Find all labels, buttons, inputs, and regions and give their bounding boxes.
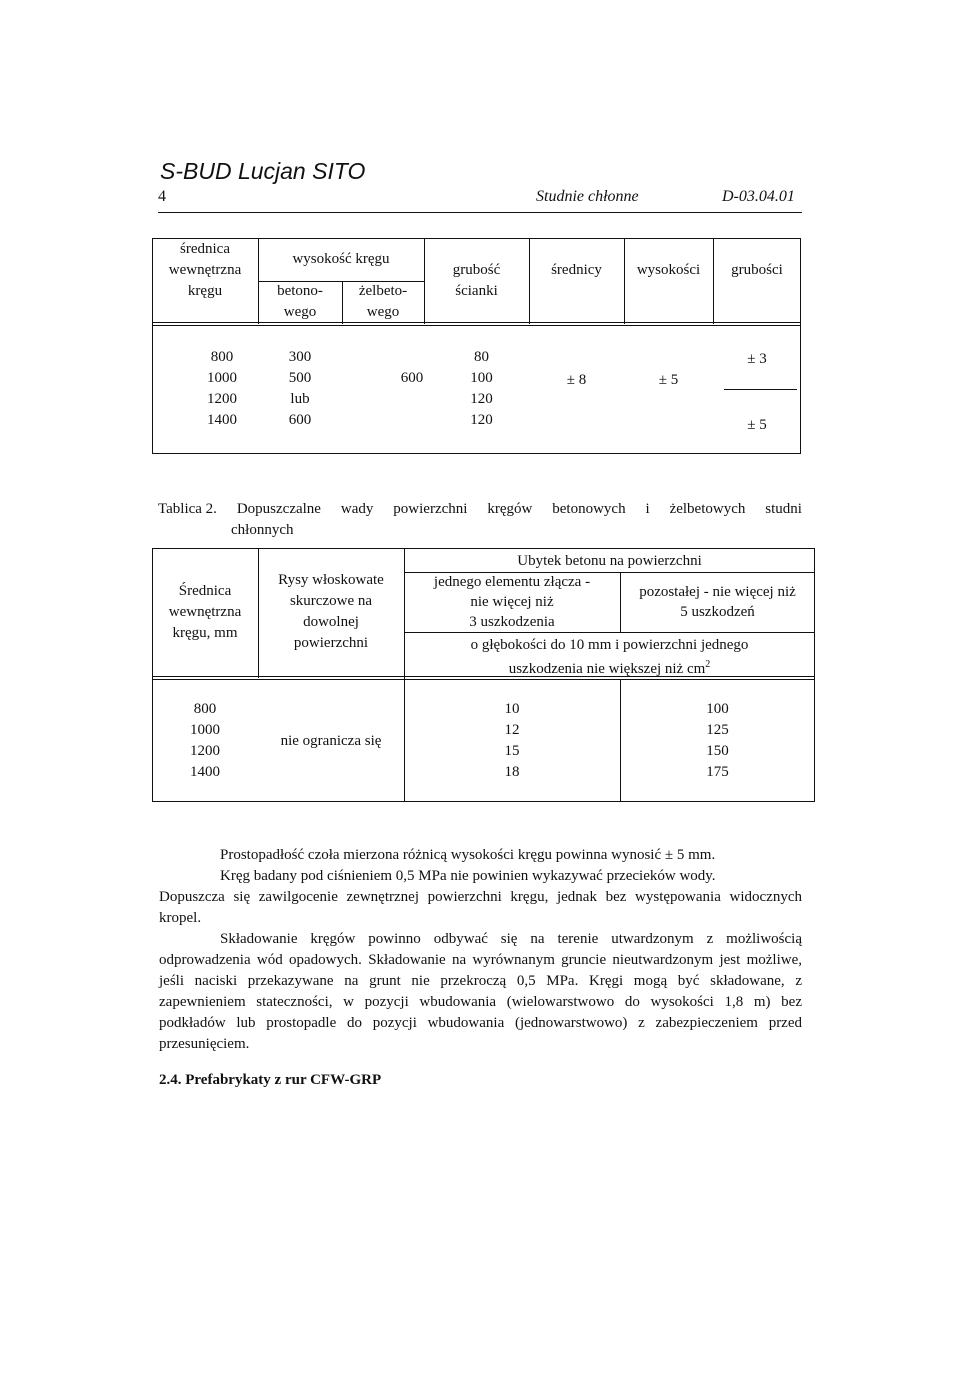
paragraph-perpendicularity: Prostopadłość czoła mierzona różnicą wysokości kręgu powinna wynosić ± 5 mm. (220, 847, 716, 863)
table2-caption: Tablica 2. Dopuszczalne wady powierzchni kręgów betonowych i żelbetowych studni chłonnych (158, 501, 802, 538)
t1-vline-5 (713, 238, 714, 324)
page-number: 4 (158, 188, 166, 205)
t1-height-concrete-values: 300 500 lub 600 (288, 349, 312, 428)
t2-diameter-values: 800 1000 1200 1400 (190, 701, 220, 780)
t1-header-tol-thickness: grubości (731, 262, 783, 278)
t2-hline-header-2 (152, 679, 815, 680)
t1-height-reinforced-value: 600 (400, 370, 424, 386)
t2-other-values: 100 125 150 175 (706, 701, 729, 780)
t1-diameter-values: 800 1000 1200 1400 (207, 349, 237, 428)
t1-wall-thickness-values: 80 100 120 120 (470, 349, 493, 428)
company-name: S-BUD Lucjan SITO (160, 158, 366, 184)
t1-tol-thickness-bottom: ± 5 (747, 417, 767, 433)
t1-vline-3 (529, 238, 530, 324)
t2-header-other: pozostałej - nie więcej niż 5 uszkodzeń (639, 584, 796, 620)
t1-header-wall-thickness: grubość ścianki (452, 262, 501, 299)
t2-header-joint: jednego elementu złącza - nie więcej niż 3 uszkodzenia (433, 574, 591, 630)
paragraph-pressure-test: Kręg badany pod ciśnieniem 0,5 MPa nie powinien wykazywać przecieków wody. (220, 868, 716, 884)
t2-header-loss-group: Ubytek betonu na powierzchni (517, 553, 702, 569)
t1-tol-height-value: ± 5 (658, 372, 679, 388)
section-heading: 2.4. Prefabrykaty z rur CFW-GRP (159, 1072, 382, 1088)
t1-hline-header-2 (152, 325, 801, 326)
t2-hline-note (404, 632, 815, 633)
t1-tol-thickness-top: ± 3 (747, 351, 767, 367)
t1-header-tol-height: wysokości (636, 262, 701, 278)
t2-header-cracks: Rysy włoskowate skurczowe na dowolnej powierzchni (278, 572, 384, 651)
t1-header-height-group: wysokość kręgu (292, 251, 390, 267)
t1-header-tol-diameter: średnicy (551, 262, 602, 278)
t2-cracks-value: nie ogranicza się (280, 733, 382, 749)
document-title: Studnie chłonne (536, 188, 639, 205)
t1-tol-diameter-value: ± 8 (566, 372, 587, 388)
t2-header-depth-note: o głębokości do 10 mm i powierzchni jednego uszkodzenia nie większej niż $cm^2$ (470, 637, 749, 677)
header-divider (158, 212, 802, 213)
t2-joint-values: 10 12 15 18 (504, 701, 520, 780)
t1-vline-4 (624, 238, 625, 324)
paragraph-storage: Składowanie kręgów powinno odbywać się na terenie utwardzonym z możliwością odprowadzenia wód opadowych. Składowanie na wyrównanym gruncie nieutwardzonym jest możliwe, jeśli naciski przekazywane na grunt nie przekroczą 0,5 MPa. Kręgi mogą być składowane, z zapewnieniem stateczności, w pozycji wbudowania (wielowarstwowo do wysokości 1,8 m) bez podkładów lub prostopadle do pozycji wbudowania (jednowarstwowo) z zabezpieczeniem przed przesunięciem. (159, 931, 802, 1052)
paragraph-dampness: Dopuszcza się zawilgocenie zewnętrznej powierzchni kręgu, jednak bez występowania widocznych kropel. (159, 889, 802, 926)
t1-header-height-reinforced: żelbeto- wego (358, 283, 408, 320)
t1-hline-thickness-split (724, 389, 797, 390)
document-code: D-03.04.01 (722, 188, 795, 205)
t2-header-diameter: Średnica wewnętrzna kręgu, mm (168, 583, 242, 641)
t1-hline-header-1 (152, 322, 801, 323)
t1-header-height-concrete: betono- wego (277, 283, 323, 320)
t1-header-diameter: średnica wewnętrzna kręgu (168, 241, 242, 299)
